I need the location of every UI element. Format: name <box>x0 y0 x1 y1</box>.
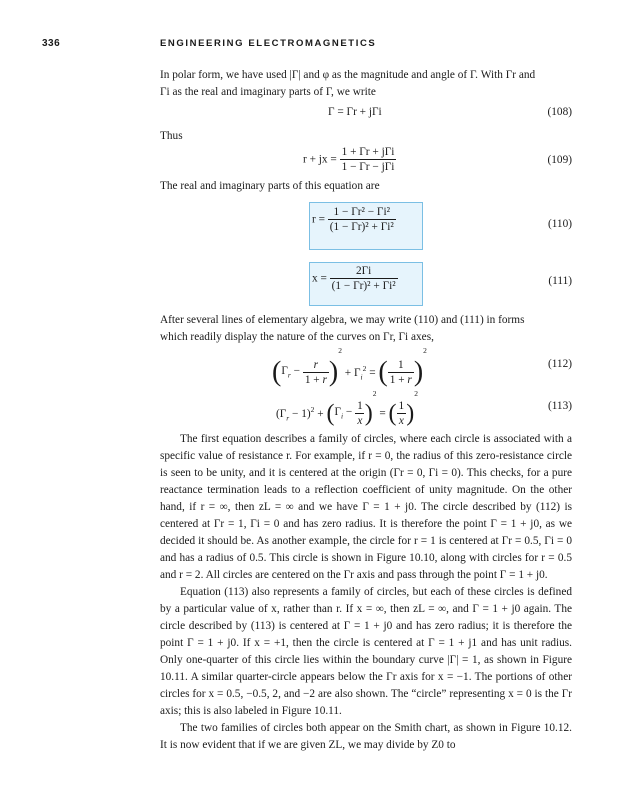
running-header <box>0 38 627 52</box>
real-imag-text: The real and imaginary parts of this equation are <box>160 180 380 192</box>
equation-108-expr: Γ = Γr + jΓi <box>328 106 382 118</box>
equation-109-denominator: 1 − Γr − jΓi <box>341 161 395 173</box>
equation-111 <box>160 265 572 301</box>
after-paragraph <box>160 312 572 346</box>
equation-108-number: (108) <box>547 106 572 118</box>
page-number: 336 <box>42 38 61 49</box>
equation-110-lhs: r = <box>312 213 325 226</box>
intro-line-2: Γi as the real and imaginary parts of Γ, we write <box>160 86 376 98</box>
equation-112-expr: ($\Gamma_r$ − $\frac{r}{1 + r}$ )$^2 + \Gamma_i^2$ = ( $\frac{1}{1 + r}$ )$^2$ <box>272 346 427 388</box>
equation-111-number: (111) <box>548 275 572 287</box>
equation-113-number: (113) <box>547 400 572 412</box>
equation-110-number: (110) <box>547 218 572 230</box>
equation-110-fraction <box>328 206 396 233</box>
intro-paragraph <box>160 67 572 101</box>
paragraph-circles-r: The first equation describes a family of circles, where each circle is associated with a specific value of resistance r. For example, if r = 0, the radius of this zero-resistance circle is seen to be unity, and it is centered at the origin (Γr = 0, Γi = 0). This checks, for a pure reactance termination leads to a reflection coefficient of unity magnitude. On the other hand, if r = ∞, then zL = ∞ and we have Γ = 1 + j0. The circle described by (112) is centered at Γr = 1, Γi = 0 and has zero radius. It is therefore the point Γ = 1 + j0, as we decided it should be. As another example, the circle for r = 1 is centered at Γr = 0.5, Γi = 0 and has a radius of 0.5. This circle is shown in Figure 10.10, along with circles for r = 0.5 and r = 2. All circles are centered on the Γr axis and pass through the point Γ = 1 + j0. <box>160 433 572 581</box>
equation-110-denominator: (1 − Γr)² + Γi² <box>329 221 394 233</box>
equation-113 <box>160 389 572 427</box>
equation-109-fraction <box>340 146 397 173</box>
equation-109 <box>160 146 572 178</box>
running-title: ENGINEERING ELECTROMAGNETICS <box>160 38 377 49</box>
after-line-1: After several lines of elementary algebra, we may write (110) and (111) in forms <box>160 314 525 326</box>
paragraph-circles-x: Equation (113) also represents a family of circles, but each of these circles is defined by a particular value of x, rather than r. If x = ∞, then zL = ∞, and Γ = 1 + j0 again. The circle described by (113) is centered at Γ = 1 + j0 and has zero radius; it is therefore the point Γ = 1 + j0. If x = +1, then the circle is centered at Γ = 1 + j1 and has unit radius. Only one-quarter of this circle lies within the boundary curve |Γ| = 1, as shown in Figure 10.11. A similar quarter-circle appears below the Γr axis for x = −1. The portions of other circles for x = 0.5, −0.5, 2, and −2 are also shown. The “circle” representing x = 0 is the Γr axis; this is also labeled in Figure 10.11. <box>160 586 572 717</box>
equation-109-numerator: 1 + Γr + jΓi <box>341 146 395 158</box>
equation-111-fraction <box>330 265 398 292</box>
equation-109-lhs: r + jx = <box>303 153 337 166</box>
equation-110-numerator: 1 − Γr² − Γi² <box>333 206 390 218</box>
equation-110 <box>160 206 572 246</box>
equation-111-denominator: (1 − Γr)² + Γi² <box>331 280 396 292</box>
intro-line-1: In polar form, we have used |Γ| and φ as the magnitude and angle of Γ. With Γr and <box>160 69 536 81</box>
equation-112-number: (112) <box>547 358 572 370</box>
equation-112 <box>160 346 572 386</box>
paragraph-smith-chart: The two families of circles both appear on the Smith chart, as shown in Figure 10.12. It is now evident that if we are given ZL, we may divide by Z0 to <box>160 722 572 751</box>
thus-text: Thus <box>160 130 183 142</box>
after-line-2: which readily display the nature of the curves on Γr, Γi axes, <box>160 331 434 343</box>
equation-109-number: (109) <box>547 154 572 166</box>
body-text <box>160 431 572 754</box>
equation-111-lhs: x = <box>312 272 327 285</box>
equation-113-expr: $(\Gamma_r - 1)^2 + (\Gamma_i$ − $\frac{1}{x}$ )$^2$ = ( $\frac{1}{x}$ )$^2$ <box>276 389 418 427</box>
equation-111-numerator: 2Γi <box>355 265 372 277</box>
equation-108 <box>160 106 572 124</box>
